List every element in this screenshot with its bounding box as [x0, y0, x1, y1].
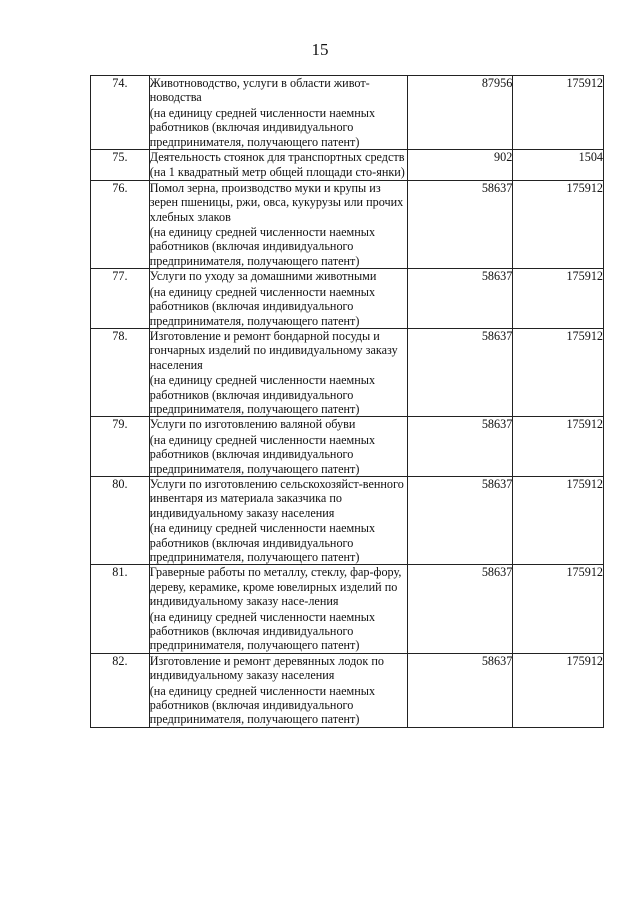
table-row	[91, 76, 604, 150]
value-1: 58637	[407, 328, 513, 416]
value-1: 58637	[407, 565, 513, 653]
activity-title: Услуги по изготовлению сельскохозяйст-венного инвентаря из материала заказчика по индивидуальному заказу населения	[149, 476, 404, 520]
activity-unit: (на единицу средней численности наемных работников (включая индивидуального предпринимателя, получающего патент)	[149, 225, 376, 268]
value-2: 175912	[513, 269, 604, 329]
row-number: 74.	[91, 76, 150, 150]
activity-unit: (на единицу средней численности наемных работников (включая индивидуального предпринимателя, получающего патент)	[149, 105, 376, 149]
table-row	[91, 150, 604, 181]
value-1: 58637	[407, 653, 513, 727]
value-2: 175912	[513, 417, 604, 477]
activity-description	[149, 150, 407, 181]
value-2: 175912	[513, 653, 604, 727]
activity-title: Услуги по изготовлению валяной обуви	[149, 417, 356, 432]
activity-description	[149, 269, 407, 329]
table-row	[91, 417, 604, 477]
activity-description	[149, 76, 407, 150]
activity-title: Помол зерна, производство муки и крупы из зерен пшеницы, ржи, овса, кукурузы или прочих хлебных злаков	[149, 180, 404, 224]
value-2: 1504	[513, 150, 604, 181]
value-1: 58637	[407, 417, 513, 477]
activity-unit: (на единицу средней численности наемных работников (включая индивидуального предпринимателя, получающего патент)	[149, 373, 376, 416]
row-number: 80.	[91, 476, 150, 564]
activity-unit: (на единицу средней численности наемных работников (включая индивидуального предпринимателя, получающего патент)	[149, 609, 376, 653]
value-2: 175912	[513, 328, 604, 416]
value-2: 175912	[513, 565, 604, 653]
activity-description	[149, 417, 407, 477]
row-number: 78.	[91, 328, 150, 416]
table-row	[91, 180, 604, 268]
table-body	[91, 76, 604, 728]
table-row	[91, 328, 604, 416]
activity-title: Граверные работы по металлу, стеклу, фар-фору, дереву, керамике, кроме ювелирных изделий по индивидуальному заказу насе-ления	[149, 565, 402, 609]
value-1: 58637	[407, 180, 513, 268]
table-row	[91, 565, 604, 653]
activity-unit: (на единицу средней численности наемных работников (включая индивидуального предпринимателя, получающего патент)	[149, 521, 376, 564]
activity-description	[149, 476, 407, 564]
value-2: 175912	[513, 180, 604, 268]
activity-description	[149, 328, 407, 416]
value-1: 58637	[407, 476, 513, 564]
activity-unit: (на единицу средней численности наемных работников (включая индивидуального предпринимателя, получающего патент)	[149, 284, 376, 328]
activity-title: Животноводство, услуги в области живот-новодства	[149, 76, 370, 105]
activity-unit: (на единицу средней численности наемных работников (включая индивидуального предпринимателя, получающего патент)	[149, 432, 376, 476]
row-number: 77.	[91, 269, 150, 329]
activity-unit: (на единицу средней численности наемных работников (включая индивидуального предпринимателя, получающего патент)	[149, 683, 376, 727]
value-2: 175912	[513, 476, 604, 564]
page-number: 15	[311, 40, 329, 59]
activity-title: Деятельность стоянок для транспортных средств	[149, 150, 405, 165]
table-row	[91, 476, 604, 564]
value-1: 58637	[407, 269, 513, 329]
row-number: 81.	[91, 565, 150, 653]
row-number: 82.	[91, 653, 150, 727]
row-number: 79.	[91, 417, 150, 477]
table-row	[91, 653, 604, 727]
tariff-table	[90, 75, 604, 728]
value-1: 87956	[407, 76, 513, 150]
activity-title: Изготовление и ремонт деревянных лодок по индивидуальному заказу населения	[149, 653, 384, 683]
value-2: 175912	[513, 76, 604, 150]
value-1: 902	[407, 150, 513, 181]
activity-description	[149, 565, 407, 653]
activity-unit: (на 1 квадратный метр общей площади сто-янки)	[149, 165, 405, 180]
activity-title: Изготовление и ремонт бондарной посуды и гончарных изделий по индивидуальному заказу населения	[149, 328, 398, 372]
table-row	[91, 269, 604, 329]
activity-description	[149, 653, 407, 727]
row-number: 76.	[91, 180, 150, 268]
activity-title: Услуги по уходу за домашними животными	[149, 269, 377, 284]
activity-description	[149, 180, 407, 268]
row-number: 75.	[91, 150, 150, 181]
